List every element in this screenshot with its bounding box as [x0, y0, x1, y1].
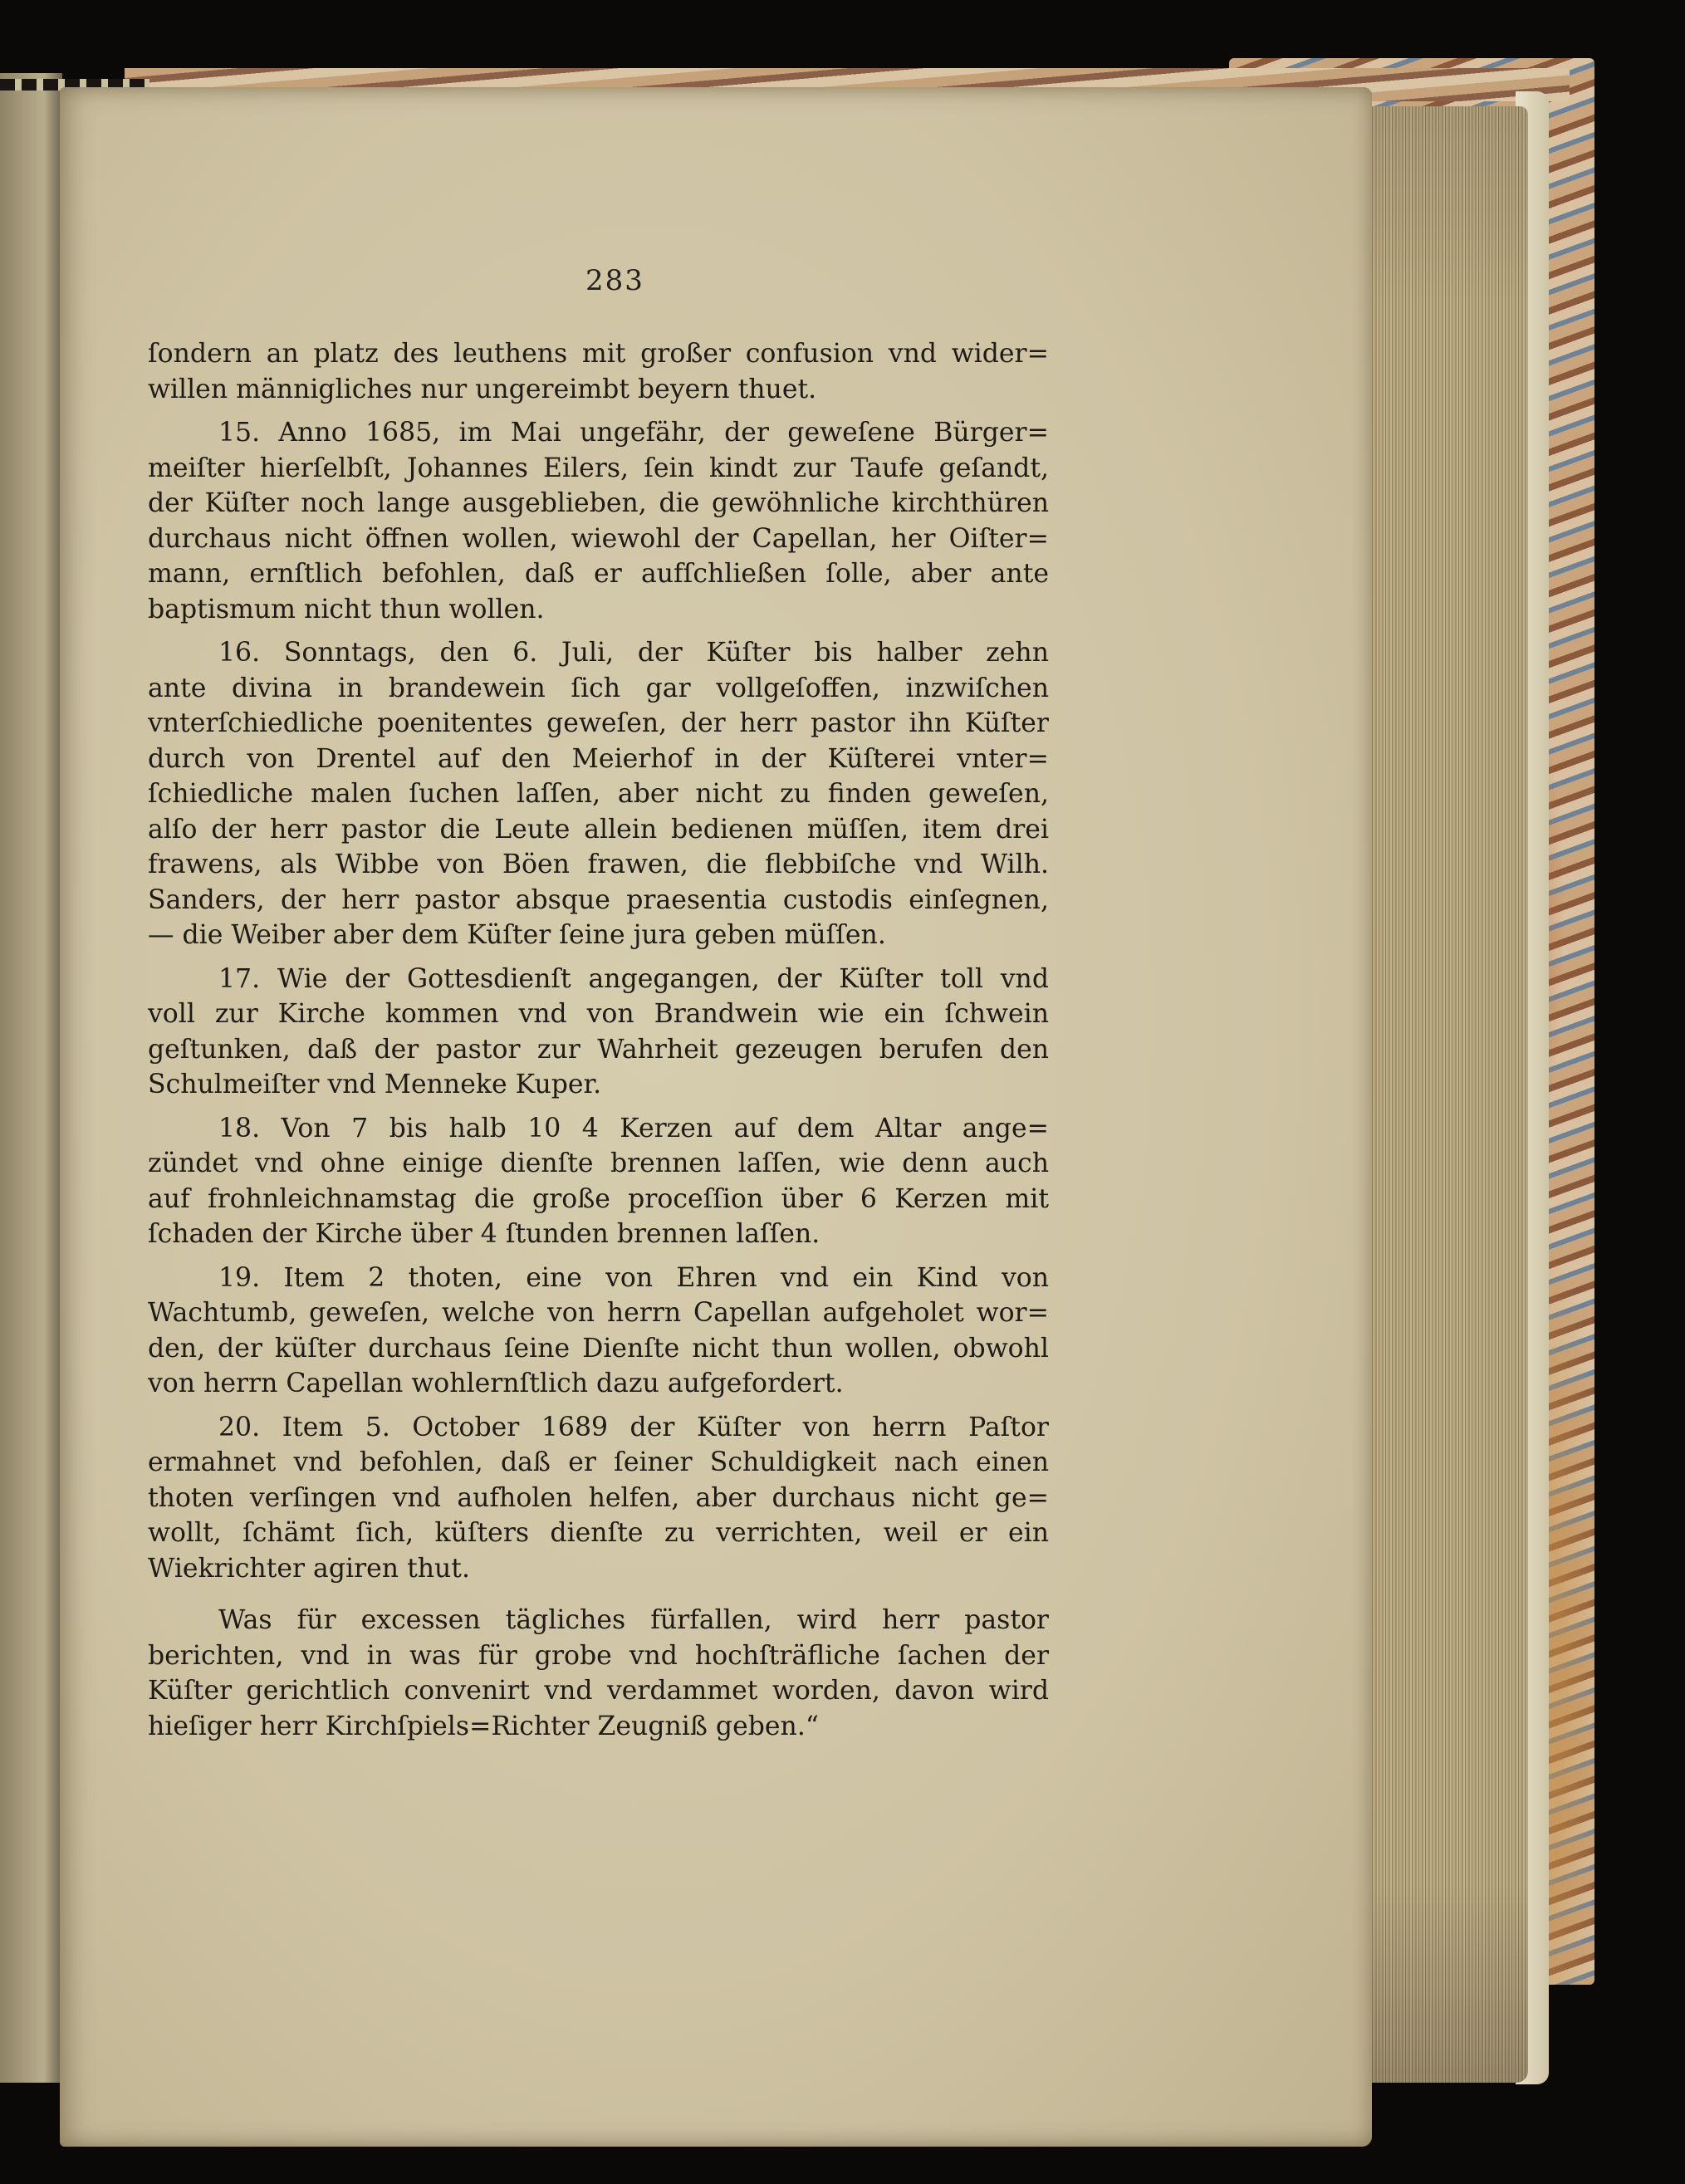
text-line: — die Weiber aber dem Küſter ſeine jura geben müſſen. — [148, 920, 886, 950]
text-line: Schulmeiſter vnd Menneke Kuper. — [148, 1070, 602, 1099]
text-line: ermahnet vnd befohlen, daß er ſeiner Schuldigkeit nach einen — [148, 1447, 1049, 1477]
paragraph-20 — [148, 1410, 1049, 1587]
text-line: ſchaden der Kirche über 4 ſtunden brennen laſſen. — [148, 1219, 820, 1249]
text-line: Was für excessen tägliches fürfallen, wird herr pastor — [218, 1605, 1049, 1635]
text-line: von herrn Capellan wohlernſtlich dazu aufgefordert. — [148, 1369, 844, 1398]
paragraph-continuation — [148, 336, 1049, 407]
paragraph-17 — [148, 962, 1049, 1103]
text-line: Sanders, der herr pastor absque praesentia custodis einſegnen, — [148, 884, 1049, 915]
text-line: geſtunken, daß der pastor zur Wahrheit gezeugen berufen den — [148, 1034, 1049, 1065]
text-line: Küſter gerichtlich convenirt vnd verdammet worden, davon wird — [148, 1676, 1049, 1706]
text-line: baptismum nicht thun wollen. — [148, 594, 545, 624]
text-line: alſo der herr pastor die Leute allein bedienen müſſen, item drei — [148, 814, 1049, 845]
text-line: hieſiger herr Kirchſpiels=Richter Zeugniß geben.“ — [148, 1711, 819, 1741]
text-line: 17. Wie der Gottesdienſt angegangen, der Küſter toll vnd — [218, 963, 1049, 994]
paragraph-15 — [148, 415, 1049, 627]
left-facing-page — [0, 73, 62, 2083]
text-line: thoten verſingen vnd aufholen helfen, aber durchaus nicht ge= — [148, 1482, 1049, 1513]
paragraph-16 — [148, 635, 1049, 953]
paragraph-19 — [148, 1261, 1049, 1402]
text-line: den, der küſter durchaus ſeine Dienſte nicht thun wollen, obwohl — [148, 1333, 1049, 1364]
text-line: 16. Sonntags, den 6. Juli, der Küſter bis halber zehn — [218, 638, 1049, 668]
text-line: berichten, vnd in was für grobe vnd hochſträfliche ſachen der — [148, 1640, 1049, 1671]
paragraph-18 — [148, 1111, 1049, 1252]
text-line: zündet vnd ohne einige dienſte brennen laſſen, wie denn auch — [148, 1148, 1049, 1178]
text-line: ſondern an platz des leuthens mit großer confusion vnd wider= — [148, 339, 1049, 369]
text-line: Wachtumb, geweſen, welche von herrn Capellan aufgeholet wor= — [148, 1298, 1049, 1328]
text-line: 19. Item 2 thoten, eine von Ehren vnd ein Kind von — [218, 1262, 1049, 1293]
text-line: durch von Drentel auf den Meierhof in der Küſterei vnter= — [148, 743, 1049, 774]
text-line: 20. Item 5. October 1689 der Küſter von herrn Paſtor — [218, 1412, 1049, 1442]
text-line: auf frohnleichnamstag die große proceſſion über 6 Kerzen mit — [148, 1183, 1049, 1214]
text-line: voll zur Kirche kommen vnd von Brandwein wie ein ſchwein — [148, 999, 1049, 1029]
text-line: frawens, als Wibbe von Böen frawen, die flebbiſche vnd Wilh. — [148, 850, 1049, 879]
text-line: mann, ernſtlich befohlen, daß er aufſchließen ſolle, aber ante — [148, 559, 1049, 589]
text-line: 18. Von 7 bis halb 10 4 Kerzen auf dem Altar ange= — [218, 1113, 1049, 1143]
page-number: 283 — [585, 264, 644, 297]
paragraph-closing — [148, 1603, 1049, 1744]
text-line: meiſter hierſelbſt, Johannes Eilers, ſein kindt zur Taufe geſandt, — [148, 453, 1049, 483]
text-line: vnterſchiedliche poenitentes geweſen, der herr pastor ihn Küſter — [148, 708, 1049, 738]
text-line: wollt, ſchämt ſich, küſters dienſte zu verrichten, weil er ein — [148, 1518, 1049, 1548]
text-line: 15. Anno 1685, im Mai ungefähr, der geweſene Bürger= — [218, 418, 1049, 448]
text-line: ante divina in brandewein ſich gar vollgeſoffen, inzwiſchen — [148, 673, 1049, 703]
text-line: Wiekrichter agiren thut. — [148, 1553, 470, 1584]
text-line: der Küſter noch lange ausgeblieben, die gewöhnliche kirchthüren — [148, 488, 1049, 518]
text-line: ſchiedliche malen ſuchen laſſen, aber nicht zu finden geweſen, — [148, 779, 1049, 809]
text-line: durchaus nicht öffnen wollen, wiewohl der Capellan, her Oiſter= — [148, 523, 1049, 554]
page-text — [148, 336, 1049, 1752]
text-line: willen männigliches nur ungereimbt beyern thuet. — [148, 374, 817, 404]
